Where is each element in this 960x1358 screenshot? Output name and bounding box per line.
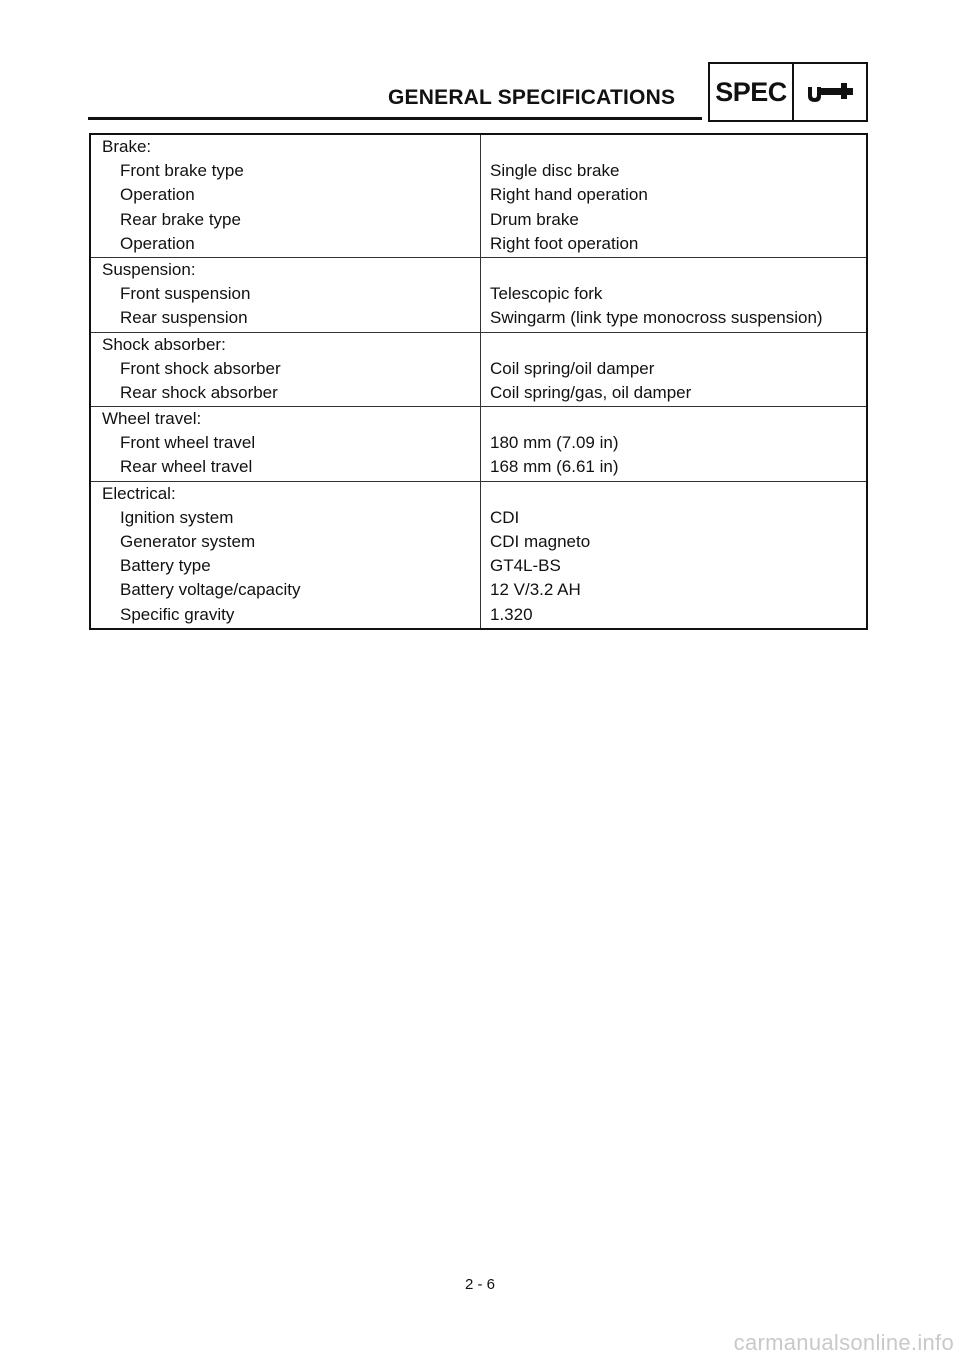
spec-item-value: GT4L-BS (490, 556, 561, 576)
spec-group-label: Electrical: (102, 483, 176, 503)
wrench-icon (794, 64, 866, 120)
spec-item-value: CDI (490, 507, 520, 527)
spec-item-label: Rear shock absorber (120, 382, 278, 402)
page-number: 2 - 6 (464, 1276, 495, 1293)
spec-table-body (90, 134, 867, 629)
spec-value-cell (481, 407, 868, 482)
spec-badge (708, 62, 868, 122)
spec-item-label: Rear suspension (120, 308, 248, 328)
spec-group-label: Shock absorber: (102, 334, 226, 354)
spec-label-cell (90, 257, 481, 332)
spec-value-spacer (481, 258, 866, 282)
spec-item-value: 12 V/3.2 AH (490, 580, 581, 600)
spec-item-value: CDI magneto (490, 532, 591, 551)
page-title: GENERAL SPECIFICATIONS (388, 86, 676, 109)
spec-item-label: Operation (120, 185, 195, 205)
spec-value-cell (481, 332, 868, 407)
spec-item-label: Operation (120, 233, 195, 253)
spec-item-value: Swingarm (link type monocross suspension) (490, 308, 823, 328)
spec-item-label: Generator system (120, 532, 256, 551)
spec-value-cell (481, 257, 868, 332)
spec-group-label: Brake: (102, 137, 152, 156)
spec-group-row (90, 134, 867, 257)
spec-item-label: Battery voltage/capacity (120, 580, 301, 600)
spec-group-row (90, 332, 867, 407)
spec-item-label: Rear wheel travel (120, 457, 253, 477)
spec-item-value: 180 mm (7.09 in) (490, 433, 619, 453)
spec-group-label: Suspension: (102, 259, 196, 279)
spec-label-cell (90, 332, 481, 407)
spec-group-label: Wheel travel: (102, 409, 202, 429)
spec-item-label: Specific gravity (120, 604, 235, 624)
spec-item-value: Right foot operation (490, 233, 639, 253)
spec-item-label: Ignition system (120, 507, 234, 527)
watermark: carmanualsonline.info (733, 1330, 954, 1355)
spec-label-cell (90, 134, 481, 257)
spec-value-spacer (481, 407, 866, 431)
spec-group-row (90, 481, 867, 629)
spec-item-label: Front shock absorber (120, 358, 281, 378)
spec-group-row (90, 407, 867, 482)
spec-item-label: Battery type (120, 556, 211, 576)
spec-item-label: Front brake type (120, 161, 244, 181)
spec-item-value: Single disc brake (490, 161, 620, 181)
spec-item-label: Front suspension (120, 284, 251, 304)
spec-table (89, 133, 868, 630)
spec-value-spacer (481, 482, 866, 506)
spec-group-row (90, 257, 867, 332)
spec-item-value: Coil spring/oil damper (490, 358, 655, 378)
spec-value-spacer (481, 135, 866, 159)
spec-item-value: 1.320 (490, 604, 533, 624)
header-rule (88, 117, 702, 120)
spec-badge-label: SPEC (710, 64, 794, 120)
spec-label-cell (90, 407, 481, 482)
spec-item-value: Right hand operation (490, 185, 648, 205)
spec-item-value: Coil spring/gas, oil damper (490, 382, 692, 402)
spec-item-value: Telescopic fork (490, 284, 603, 304)
spec-value-spacer (481, 333, 866, 357)
spec-item-label: Front wheel travel (120, 433, 256, 453)
spec-item-value: Drum brake (490, 209, 579, 229)
spec-item-value: 168 mm (6.61 in) (490, 457, 619, 477)
spec-label-cell (90, 481, 481, 629)
spec-value-cell (481, 481, 868, 629)
spec-value-cell (481, 134, 868, 257)
spec-item-label: Rear brake type (120, 209, 241, 229)
